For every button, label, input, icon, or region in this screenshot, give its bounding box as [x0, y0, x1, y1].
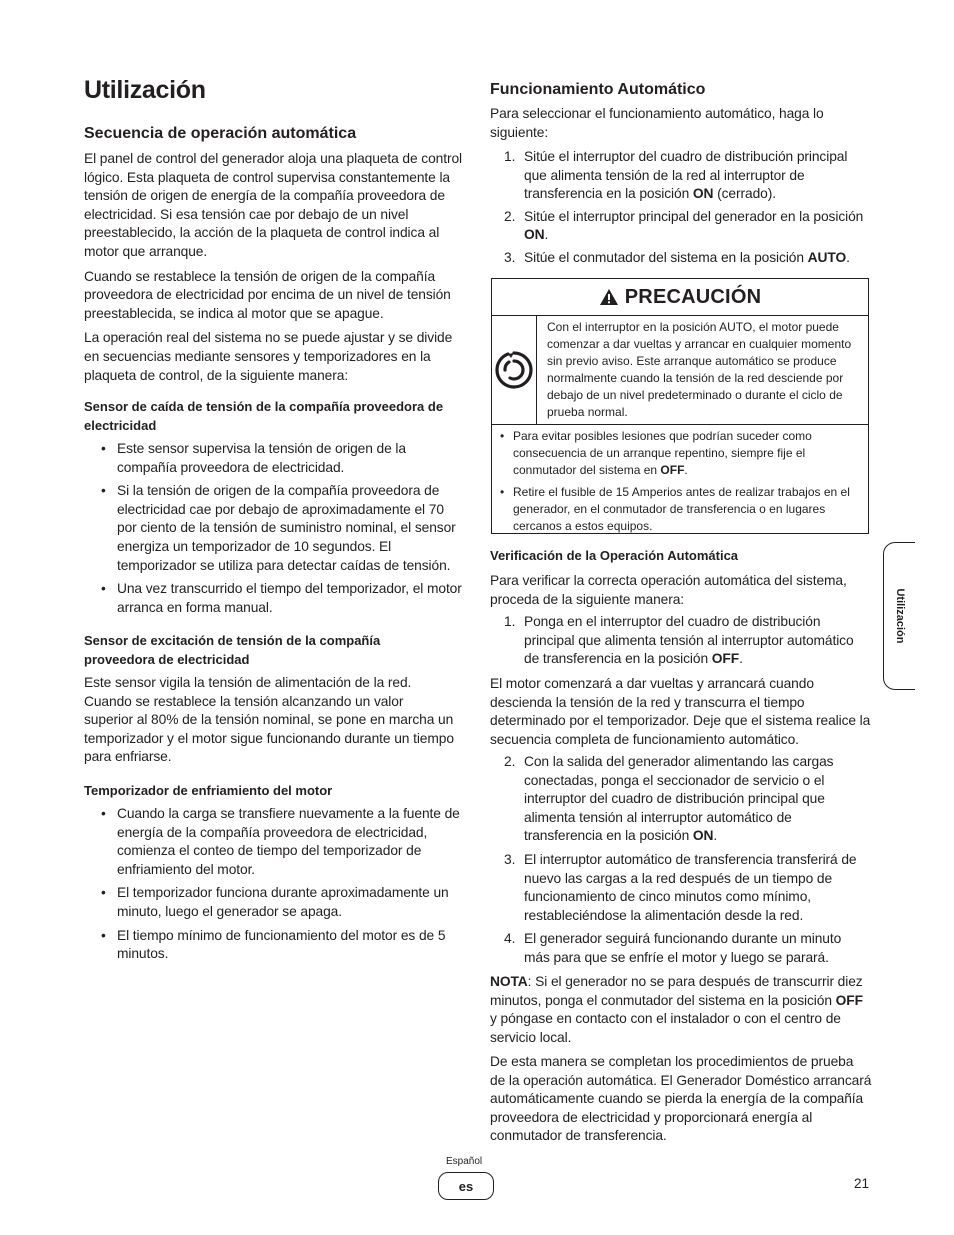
- caution-box: [491, 278, 869, 534]
- caution-body: [492, 316, 868, 425]
- step-bold: OFF: [711, 651, 740, 667]
- paragraph-pickup: Este sensor vigila la tensión de alimentación de la red. Cuando se restablece la tensión alcanzando un valor superior al 80% de la tensión nominal, se pone en marcha un temporizador y el motor sigue funcionando durante un tiempo para enfriarse.: [84, 675, 454, 765]
- step-text: Con la salida del generador alimentando las cargas conectadas, ponga el seccionador de servicio o el interruptor del cuadro de distribución principal que alimenta tensión al interruptor automático de transferencia en la posición: [524, 754, 834, 844]
- list-item: [490, 208, 870, 245]
- heading-cooldown-timer: Temporizador de enfriamiento del motor: [84, 783, 333, 798]
- paragraph-engine-start: El motor comenzará a dar vueltas y arrancará cuando descienda la tensión de la red y transcurra el tiempo determinado por el temporizador. Deje que el sistema realice la secuencia completa de funcionamiento automático.: [490, 676, 871, 747]
- verify-step-1: [490, 613, 870, 673]
- list-item: [490, 148, 870, 204]
- caution-header: [492, 279, 868, 316]
- step-number: 1.: [504, 614, 516, 629]
- step-number: 1.: [504, 149, 516, 164]
- note-paragraph: [490, 973, 872, 1047]
- list-item: • El tiempo mínimo de funcionamiento del motor es de 5 minutos.: [84, 927, 464, 964]
- step-text: .: [739, 651, 743, 667]
- step-number: 2.: [504, 754, 516, 769]
- step-bold: ON: [692, 828, 714, 844]
- list-item: • Si la tensión de origen de la compañía proveedora de electricidad cae por debajo de aproximadamente el 70 por ciento de la tensión de suministro nominal, el sensor energiza un temporizador de 10 segundos. El temporizador se utiliza para detectar caídas de tensión.: [84, 482, 464, 575]
- note-text: y póngase en contacto con el instalador o con el centro de servicio local.: [490, 1011, 841, 1045]
- paragraph-auto-intro: Para seleccionar el funcionamiento automático, haga lo siguiente:: [490, 106, 824, 140]
- list-item: [490, 851, 870, 925]
- caution-bullet-text: .: [684, 463, 688, 477]
- step-text: Sitúe el conmutador del sistema en la posición: [524, 249, 808, 265]
- caution-title: PRECAUCIÓN: [624, 285, 762, 308]
- heading-verify-auto: Verificación de la Operación Automática: [490, 548, 739, 563]
- auto-steps: [490, 148, 870, 272]
- step-text: (cerrado).: [713, 186, 776, 202]
- caution-bullets: [492, 425, 868, 535]
- automatic-start-icon: [492, 348, 536, 392]
- section-side-tab: [883, 542, 915, 690]
- step-number: 3.: [504, 249, 516, 265]
- paragraph-control-board: El panel de control del generador aloja una plaqueta de control lógico. Esta plaqueta de control supervisa constantemente la tensión de origen de energía de la compañía proveedora de electricidad. Si esa tensión cae por debajo de un nivel preestablecido, la acción de la plaqueta de control indica al motor que arranque.: [84, 151, 462, 259]
- step-bold: AUTO: [807, 249, 847, 265]
- heading-dropout-sensor: Sensor de caída de tensión de la compañía proveedora de electricidad: [84, 399, 444, 433]
- paragraph-final: De esta manera se completan los procedimientos de prueba de la operación automática. El Generador Doméstico arrancará automáticamente cuando se pierda la energía de la compañía proveedora de electricidad y proporcionará energía al conmutador de transferencia.: [490, 1054, 872, 1144]
- step-number: 2.: [504, 208, 516, 224]
- page-number: 21: [854, 1176, 870, 1191]
- step-text: Sitúe el interruptor principal del generador en la posición: [524, 208, 864, 224]
- step-text: El generador seguirá funcionando durante un minuto más para que se enfríe el motor y luego se parará.: [524, 931, 842, 965]
- step-number: 3.: [504, 851, 516, 867]
- step-text: .: [713, 828, 718, 844]
- verify-steps: [490, 753, 870, 972]
- step-bold: ON: [692, 186, 714, 202]
- heading-automatic-operation: Funcionamiento Automático: [490, 81, 706, 98]
- cooldown-bullets: [84, 805, 464, 969]
- heading-automatic-sequence: Secuencia de operación automática: [84, 125, 357, 142]
- note-label: NOTA: [490, 974, 528, 989]
- page-title: Utilización: [84, 76, 206, 104]
- step-text: Ponga en el interruptor del cuadro de distribución principal que alimenta tensión al interruptor automático de transferencia en la posición: [524, 614, 854, 667]
- step-text: .: [544, 227, 549, 243]
- note-text: : Si el generador no se para después de transcurrir diez minutos, ponga el conmutador del sistema en la posición: [490, 974, 863, 1008]
- paragraph-verify: Para verificar la correcta operación automática del sistema, proceda de la siguiente manera:: [490, 573, 847, 607]
- paragraph-operation: La operación real del sistema no se puede ajustar y se divide en secuencias mediante sensores y temporizadores en la plaqueta de control, de la siguiente manera:: [84, 330, 453, 383]
- step-text: .: [846, 249, 850, 265]
- dropout-bullets: [84, 440, 464, 622]
- list-item: • Cuando la carga se transfiere nuevamente a la fuente de energía de la compañía proveedora de electricidad, comienza el conteo de tiempo del temporizador de enfriamiento del motor.: [84, 805, 464, 879]
- footer-language: Español: [446, 1156, 483, 1167]
- step-text: El interruptor automático de transferencia transferirá de nuevo las cargas a la red después de un tiempo de funcionamiento de cinco minutos como mínimo, restableciéndose la alimentación desde la red.: [524, 851, 857, 923]
- heading-pickup-sensor: Sensor de excitación de tensión de la compañía proveedora de electricidad: [84, 633, 381, 667]
- list-item: [490, 613, 870, 669]
- step-number: 4.: [504, 931, 516, 947]
- paragraph-restore: Cuando se restablece la tensión de origen de la compañía proveedora de electricidad por encima de un nivel de tensión preestablecida, se indica al motor que se apague.: [84, 268, 451, 321]
- caution-text: Con el interruptor en la posición AUTO, el motor puede comenzar a dar vueltas y arrancar en cualquier momento sin previo aviso. Este arranque automático se produce normalmente cuando la tensión de la red desciende por debajo de un nivel predeterminado o durante el ciclo de prueba normal.: [547, 320, 852, 419]
- step-text: Sitúe el interruptor del cuadro de distribución principal que alimenta tensión de la red al interruptor de transferencia en la posición: [524, 149, 848, 202]
- list-item: • El temporizador funciona durante aproximadamente un minuto, luego el generador se apaga.: [84, 884, 464, 921]
- list-item: [490, 753, 870, 846]
- list-item: • Este sensor supervisa la tensión de origen de la compañía proveedora de electricidad.: [84, 440, 464, 477]
- caution-icon-cell: [492, 316, 537, 424]
- list-item: [490, 249, 870, 268]
- list-item: [500, 428, 860, 479]
- list-item: • Una vez transcurrido el tiempo del temporizador, el motor arranca en forma manual.: [84, 580, 464, 617]
- step-bold: ON: [524, 227, 545, 243]
- side-tab-label: Utilización: [893, 588, 906, 644]
- warning-triangle-icon: [599, 288, 619, 306]
- language-badge: es: [438, 1172, 494, 1200]
- list-item: • Retire el fusible de 15 Amperios antes de realizar trabajos en el generador, en el conmutador de transferencia o en lugares cercanos a estos equipos.: [500, 484, 860, 535]
- caution-bullet-bold: OFF: [660, 463, 685, 477]
- list-item: [490, 930, 870, 967]
- caution-bullet-text: Para evitar posibles lesiones que podrían suceder como consecuencia de un arranque repentino, siempre fije el conmutador del sistema en: [513, 429, 812, 477]
- left-intro: [84, 150, 464, 385]
- note-bold: OFF: [835, 992, 863, 1008]
